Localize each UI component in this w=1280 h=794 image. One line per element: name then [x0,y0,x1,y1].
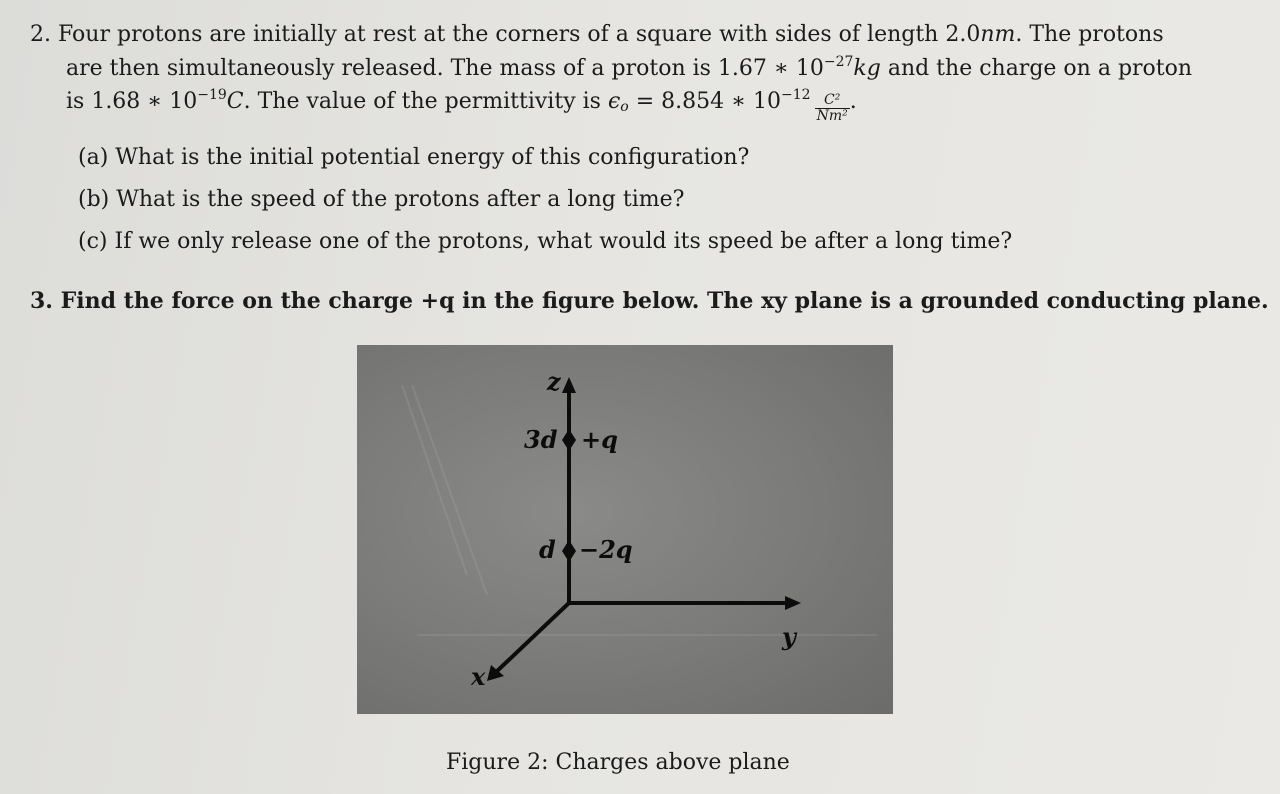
charge-minus-2q-marker [562,540,576,562]
epsilon-symbol: ϵ [607,89,621,114]
problem-2-text-1: Four protons are initially at rest at the corners of a square with sides of length 2.0 [58,22,981,47]
part-c-text: If we only release one of the protons, what would its speed be after a long time? [114,229,1013,254]
problem-2-text-3c: = 8.854 ∗ 10 [628,89,782,114]
charge-2-position-label: d [539,535,556,564]
problem-2-text-2b: and the charge on a proton [880,56,1193,81]
permittivity-exponent: −12 [781,87,811,103]
charge-1-value-label: +q [581,425,618,454]
charge-1-position-label: 3d [524,425,558,454]
mass-exponent: −27 [823,54,854,70]
part-b [78,186,684,214]
z-axis-label: z [547,367,561,396]
problem-2-text-1-end: . The protons [1015,22,1164,47]
part-a-text: What is the initial potential energy of this configuration? [115,145,750,170]
problem-2-length-unit: nm [980,22,1016,47]
problem-2-line-3 [66,88,857,124]
x-axis-label: x [471,662,486,691]
permittivity-unit-fraction [815,93,850,124]
part-a [78,144,749,172]
fraction-denominator: Nm² [816,108,848,124]
y-axis-label: y [782,622,796,651]
part-a-label: (a) [78,145,109,170]
problem-3-text: Find the force on the charge +q in the figure below. The xy plane is a grounded conducting plane. [60,288,1269,314]
problem-2-line-1 [30,21,1164,49]
problem-2-number: 2. [30,22,51,47]
problem-3-number: 3. [30,288,53,314]
charge-2-value-label: −2q [579,535,633,564]
charge-unit: C [226,89,244,114]
epsilon-subscript: o [620,99,629,115]
fraction-numerator: C² [815,93,850,109]
problem-2-text-3a: is 1.68 ∗ 10 [66,89,198,114]
part-b-text: What is the speed of the protons after a long time? [116,187,685,212]
x-axis-line [495,602,570,673]
z-axis-arrowhead [562,377,576,393]
charges-figure [357,345,893,714]
problem-2-text-2a: are then simultaneously released. The mass of a proton is 1.67 ∗ 10 [66,56,824,81]
y-axis-arrowhead [785,596,801,610]
problem-2-text-3b: . The value of the permittivity is [243,89,608,114]
part-c-label: (c) [78,229,108,254]
figure-caption: Figure 2: Charges above plane [446,750,790,775]
charge-exponent: −19 [197,87,227,103]
problem-2-text-3-end: . [849,89,857,114]
charge-plus-q-marker [562,429,576,451]
part-c [78,228,1012,256]
problem-2-line-2 [66,55,1192,83]
part-b-label: (b) [78,187,110,212]
problem-3 [30,287,1269,315]
mass-unit: kg [853,56,881,81]
axes-diagram [357,345,893,714]
faded-background-marks [402,385,877,635]
